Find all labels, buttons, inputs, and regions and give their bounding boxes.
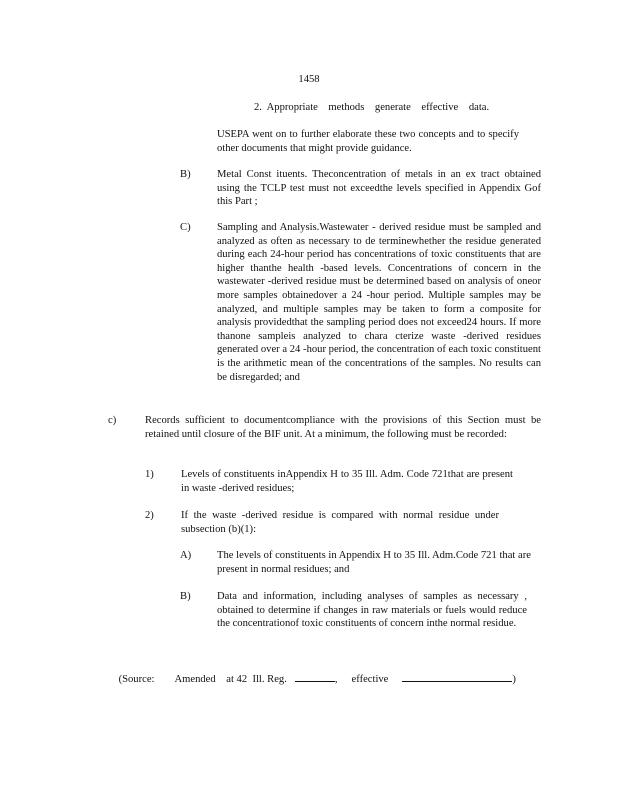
section-heading: 2. Appropriate methods generate effective data. <box>254 102 490 113</box>
item-2-text: If the waste -derived residue is compared with normal residue under subsection (b)(1): <box>181 510 499 535</box>
register-page-blank <box>295 671 335 682</box>
section-c-text: Records sufficient to documentcompliance with the provisions of this Section must be retained until closure of the BIF unit. At a minimum, the following must be recorded: <box>145 415 541 440</box>
section-c-marker: c) <box>108 415 117 426</box>
item-2b-marker: B) <box>180 591 191 602</box>
source-amended: Amended at 42 Ill. Reg. <box>174 673 287 685</box>
item-1-marker: 1) <box>145 469 154 480</box>
source-prefix: (Source: <box>118 673 155 685</box>
source-close: ) <box>512 673 516 685</box>
source-line <box>108 657 516 700</box>
item-2-marker: 2) <box>145 510 154 521</box>
item-b-text: Metal Const ituents. Theconcentration of metals in an ex tract obtained using the TCLP test must not exceedthe levels specified in Appendix Gof this Part ; <box>217 169 541 208</box>
source-effective: effective <box>351 673 389 685</box>
item-c-text: Sampling and Analysis.Wastewater - derived residue must be sampled and analyzed as often as necessary to de terminewhether the residue generated during each 24-hour period has concentrations of toxic constituents that are higher thanthe health -based levels. Concentrations of concern in the wastewater -derived residue must be determined based on analysis of oneor more samples obtainedover a 24 -hour period. Multiple samples may be analyzed, and multiple samples may be taken to form a composite for analysis providedthat the sampling period does not exceed24 hours. If more thanone sampleis analyzed to chara cterize waste -derived residues generated over a 24 -hour period, the concentration of each toxic constituent is the arithmetic mean of the concentrations of the samples. No results can be disregarded; and <box>217 222 541 383</box>
page-number: 1458 <box>298 74 320 85</box>
item-c-marker: C) <box>180 222 191 233</box>
effective-date-blank <box>402 671 512 682</box>
intro-paragraph: USEPA went on to further elaborate these two concepts and to specify other documents that might provide guidance. <box>217 129 519 154</box>
item-2a-marker: A) <box>180 550 192 561</box>
item-2b-text: Data and information, including analyses of samples as necessary , obtained to determine if changes in raw materials or fuels would reduce the concentrationof toxic constituents of concern inthe normal residue. <box>217 591 527 630</box>
item-2a-text: The levels of constituents in Appendix H to 35 Ill. Adm.Code 721 that are present in normal residues; and <box>217 550 531 575</box>
source-comma: , <box>334 673 338 685</box>
item-1-text: Levels of constituents inAppendix H to 35 Ill. Adm. Code 721that are present in waste -derived residues; <box>181 469 513 494</box>
item-b-marker: B) <box>180 169 191 180</box>
